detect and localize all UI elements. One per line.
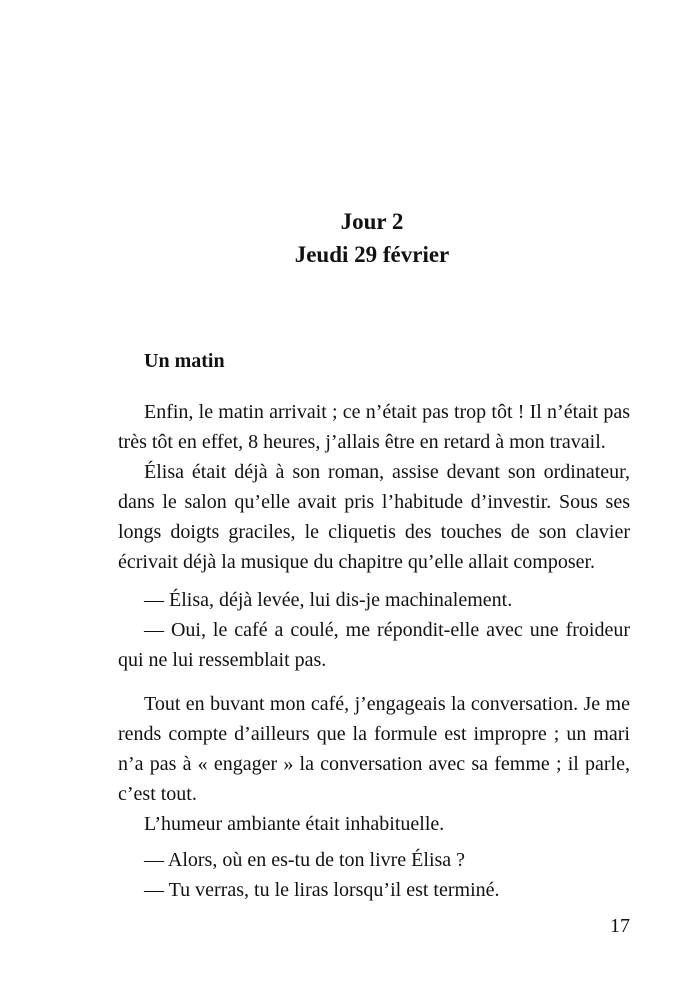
text-block xyxy=(118,397,630,577)
dialogue-line: — Oui, le café a coulé, me répondit-elle avec une froideur qui ne lui ressemblait pas. xyxy=(118,619,630,671)
paragraph: Enfin, le matin arrivait ; ce n’était pas trop tôt ! Il n’était pas très tôt en effet, 8 heures, j’allais être en retard à mon travail. xyxy=(118,401,630,453)
dialogue-line: — Élisa, déjà levée, lui dis-je machinalement. xyxy=(144,589,513,611)
chapter-day-heading: Jour 2 xyxy=(340,209,404,234)
page-number: 17 xyxy=(610,915,630,937)
dialogue-block xyxy=(118,585,630,675)
chapter-date-heading: Jeudi 29 février xyxy=(294,242,450,267)
paragraph: Élisa était déjà à son roman, assise devant son ordinateur, dans le salon qu’elle avait pris l’habitude d’investir. Sous ses longs doigts graciles, le cliquetis des touches de son clavier écrivait déjà la musique du chapitre qu’elle allait composer. xyxy=(118,461,630,573)
dialogue-block xyxy=(118,845,630,905)
section-title: Un matin xyxy=(144,350,225,372)
text-block xyxy=(118,689,630,839)
paragraph: Tout en buvant mon café, j’engageais la conversation. Je me rends compte d’ailleurs que la formule est impropre ; un mari n’a pas à « engager » la conversation avec sa femme ; il parle, c’est tout. xyxy=(118,693,630,805)
dialogue-line: — Tu verras, tu le liras lorsqu’il est terminé. xyxy=(144,879,500,901)
dialogue-line: — Alors, où en es-tu de ton livre Élisa ? xyxy=(144,849,466,871)
paragraph: L’humeur ambiante était inhabituelle. xyxy=(144,813,445,835)
